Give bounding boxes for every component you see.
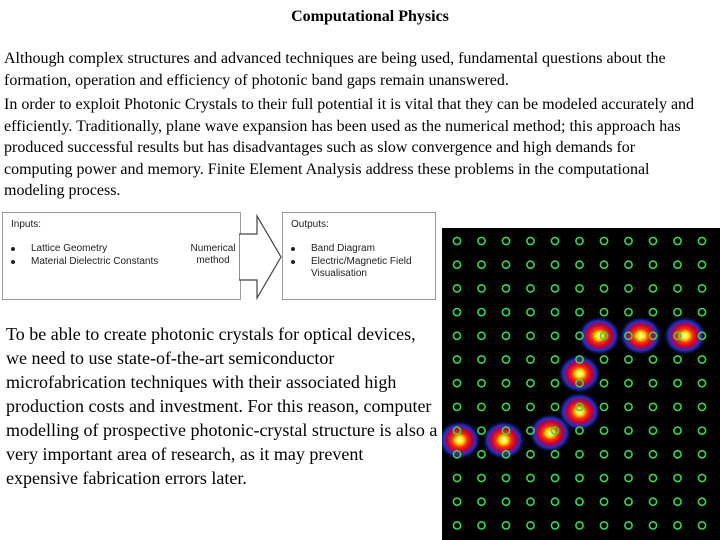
photonic-crystal-field-image [442, 228, 720, 540]
lattice-rod [698, 498, 705, 505]
lattice-rod [478, 474, 485, 481]
lattice-rod [674, 237, 681, 244]
lattice-rod [453, 285, 460, 292]
lattice-rod [527, 261, 534, 268]
lattice-rod [551, 474, 558, 481]
lattice-rod [674, 356, 681, 363]
lattice-rod [674, 261, 681, 268]
lattice-rod [600, 356, 607, 363]
lattice-rod [674, 474, 681, 481]
lattice-rod [625, 474, 632, 481]
lattice-rod [698, 237, 705, 244]
lattice-rod [502, 309, 509, 316]
lattice-rod [649, 498, 656, 505]
lattice-rod [502, 237, 509, 244]
inputs-list [11, 243, 158, 268]
lattice-rod [453, 356, 460, 363]
lattice-rod [625, 403, 632, 410]
lattice-rod [698, 451, 705, 458]
field-hotspot [528, 413, 572, 453]
field-hotspot [442, 420, 481, 460]
bullet-icon [291, 260, 295, 264]
list-item [291, 243, 435, 256]
lattice-rod [649, 427, 656, 434]
lattice-rod [698, 522, 705, 529]
lattice-rod [576, 261, 583, 268]
lattice-rod [600, 498, 607, 505]
outputs-box [282, 212, 436, 300]
lattice-rod [551, 237, 558, 244]
lattice-rod [625, 427, 632, 434]
lattice-rod [527, 474, 534, 481]
lattice-rod [478, 403, 485, 410]
lattice-rod [674, 380, 681, 387]
lattice-rod [478, 380, 485, 387]
lattice-rod [625, 285, 632, 292]
lattice-rod [600, 237, 607, 244]
lattice-rod [551, 261, 558, 268]
body-paragraph: To be able to create photonic crystals for optical devices, we need to use state-of-the-art semiconductor microfabrication techniques with their associated high production costs and investment. For this reason, computer modelling of prospective photonic-crystal structure is also a very important area of research, as it may prevent expensive fabrication errors later. [6, 324, 438, 488]
list-item-label: Band Diagram [311, 243, 375, 254]
intro-paragraph-1: Although complex structures and advanced techniques are being used, fundamental questions about the formation, operation and efficiency of photonic band gaps remain unanswered. [4, 50, 666, 89]
lattice-rod [453, 261, 460, 268]
lattice-rod [576, 285, 583, 292]
lattice-rod [698, 427, 705, 434]
lattice-rod [674, 522, 681, 529]
lattice-rod [478, 522, 485, 529]
lattice-rod [502, 498, 509, 505]
lattice-rod [478, 498, 485, 505]
lattice-rod [600, 285, 607, 292]
lattice-rod [527, 498, 534, 505]
lattice-rod [502, 403, 509, 410]
lattice-rod [453, 498, 460, 505]
lattice-rod [527, 237, 534, 244]
lattice-rod [649, 309, 656, 316]
list-item-label: Lattice Geometry [31, 243, 108, 254]
lattice-rod [502, 285, 509, 292]
lattice-rod [698, 403, 705, 410]
lattice-rod [600, 309, 607, 316]
lattice-rod [698, 261, 705, 268]
lattice-rod [576, 451, 583, 458]
list-item [291, 256, 435, 281]
lattice-rod [527, 403, 534, 410]
lattice-rod [600, 474, 607, 481]
lattice-rod [527, 356, 534, 363]
lattice-rod [502, 356, 509, 363]
lattice-rod [698, 285, 705, 292]
lattice-rod [600, 451, 607, 458]
lattice-rod [502, 261, 509, 268]
inputs-header: Inputs: [11, 219, 42, 230]
lattice-rod [527, 309, 534, 316]
lattice-rod [625, 380, 632, 387]
lattice-rod [576, 498, 583, 505]
lattice-rod [674, 451, 681, 458]
lattice-rod [698, 309, 705, 316]
method-label: Numerical method [190, 243, 236, 266]
field-hotspot [482, 420, 526, 460]
lattice-rod [674, 285, 681, 292]
lattice-rod [527, 451, 534, 458]
lattice-rod [478, 309, 485, 316]
lattice-rod [649, 403, 656, 410]
lattice-rod [478, 356, 485, 363]
lattice-rod [576, 309, 583, 316]
lattice-rod [600, 403, 607, 410]
lattice-rod [502, 332, 509, 339]
intro-paragraph-2: In order to exploit Photonic Crystals to their full potential it is vital that they can be modeled accurately and efficiently. Traditionally, plane wave expansion has been used as the numerical method; this approach has produced successful results but has disadvantages such as slow convergence and high demands for computing power and memory. Finite Element Analysis address these problems in the computational modeling process. [4, 96, 695, 199]
lattice-rod [649, 522, 656, 529]
lattice-rod [551, 285, 558, 292]
lattice-rod [625, 498, 632, 505]
lattice-rod [502, 474, 509, 481]
lattice-rod [625, 309, 632, 316]
lattice-rod [478, 332, 485, 339]
lattice-rod [649, 380, 656, 387]
lattice-rod [551, 356, 558, 363]
lattice-rod [674, 427, 681, 434]
bullet-icon [11, 260, 15, 264]
page-title: Computational Physics [291, 8, 449, 25]
lattice-rod [698, 380, 705, 387]
lattice-rod [698, 474, 705, 481]
field-hotspot [558, 354, 602, 394]
lattice-rod [600, 380, 607, 387]
lattice-rod [478, 451, 485, 458]
lattice-rod [453, 309, 460, 316]
lattice-rod [625, 356, 632, 363]
bullet-icon [291, 247, 295, 251]
lattice-rod [649, 237, 656, 244]
lattice-rod [600, 427, 607, 434]
lattice-rod [649, 451, 656, 458]
lattice-rod [674, 498, 681, 505]
outputs-list [291, 243, 435, 281]
lattice-rod [698, 356, 705, 363]
list-item-label: Electric/Magnetic Field Visualisation [311, 255, 412, 279]
lattice-rod [453, 380, 460, 387]
lattice-rod [674, 309, 681, 316]
lattice-rod [527, 380, 534, 387]
lattice-rod [625, 237, 632, 244]
list-item-label: Material Dielectric Constants [31, 255, 159, 267]
lattice-rod [625, 522, 632, 529]
lattice-rod [453, 522, 460, 529]
lattice-rod [502, 380, 509, 387]
lattice-rod [576, 474, 583, 481]
lattice-rod [478, 261, 485, 268]
lattice-rod [527, 522, 534, 529]
lattice-rod [649, 261, 656, 268]
lattice-rod [576, 237, 583, 244]
lattice-rod [625, 261, 632, 268]
lattice-rod [551, 309, 558, 316]
lattice-rod [527, 285, 534, 292]
lattice-rod [478, 285, 485, 292]
lattice-rod [478, 237, 485, 244]
lattice-rod [551, 403, 558, 410]
lattice-rod [649, 285, 656, 292]
list-item [11, 256, 158, 269]
lattice-rod [551, 522, 558, 529]
lattice-rod [551, 498, 558, 505]
outputs-header: Outputs: [291, 219, 329, 230]
lattice-rod [527, 332, 534, 339]
lattice-rod [551, 380, 558, 387]
lattice-rod [502, 522, 509, 529]
bullet-icon [11, 247, 15, 251]
lattice-rod [649, 356, 656, 363]
lattice-rod [478, 427, 485, 434]
lattice-rod [453, 403, 460, 410]
lattice-rod [576, 522, 583, 529]
lattice-rod [453, 332, 460, 339]
lattice-rod [625, 451, 632, 458]
lattice-rod [600, 522, 607, 529]
lattice-rod [453, 474, 460, 481]
lattice-rod [453, 237, 460, 244]
lattice-rod [674, 403, 681, 410]
lattice-rod [649, 474, 656, 481]
field-hotspot [663, 316, 707, 356]
lattice-rod [600, 261, 607, 268]
list-item [11, 243, 158, 256]
lattice-rod [551, 332, 558, 339]
